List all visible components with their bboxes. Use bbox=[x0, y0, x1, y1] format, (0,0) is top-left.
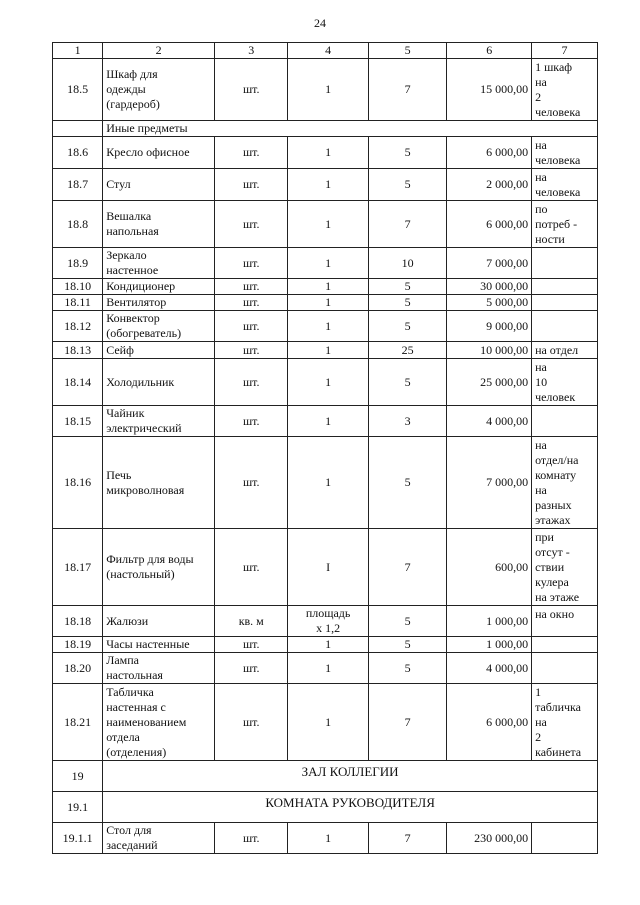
note: на 10 человек bbox=[532, 359, 598, 406]
quantity: площадь х 1,2 bbox=[288, 606, 369, 637]
column-number: 5 bbox=[368, 43, 446, 59]
unit-of-measure: шт. bbox=[215, 201, 288, 248]
column-number: 2 bbox=[103, 43, 215, 59]
item-name: Стол для заседаний bbox=[103, 823, 215, 854]
item-name: Жалюзи bbox=[103, 606, 215, 637]
price: 15 000,00 bbox=[447, 59, 532, 121]
note bbox=[532, 295, 598, 311]
item-name: Печь микроволновая bbox=[103, 437, 215, 529]
service-life-years: 5 bbox=[368, 437, 446, 529]
quantity: 1 bbox=[288, 653, 369, 684]
price: 1 000,00 bbox=[447, 606, 532, 637]
note: на отдел bbox=[532, 342, 598, 359]
item-number: 18.12 bbox=[53, 311, 103, 342]
price: 9 000,00 bbox=[447, 311, 532, 342]
quantity: 1 bbox=[288, 359, 369, 406]
item-name: Табличка настенная с наименованием отдела (отделения) bbox=[103, 684, 215, 761]
item-number: 18.11 bbox=[53, 295, 103, 311]
row-number bbox=[53, 121, 103, 137]
section-number: 19.1 bbox=[53, 792, 103, 823]
price: 6 000,00 bbox=[447, 201, 532, 248]
service-life-years: 5 bbox=[368, 137, 446, 169]
unit-of-measure: шт. bbox=[215, 437, 288, 529]
service-life-years: 25 bbox=[368, 342, 446, 359]
note: 1 табличка на 2 кабинета bbox=[532, 684, 598, 761]
item-name: Чайник электрический bbox=[103, 406, 215, 437]
item-number: 18.8 bbox=[53, 201, 103, 248]
price: 30 000,00 bbox=[447, 279, 532, 295]
unit-of-measure: шт. bbox=[215, 359, 288, 406]
item-number: 18.7 bbox=[53, 169, 103, 201]
item-name: Зеркало настенное bbox=[103, 248, 215, 279]
unit-of-measure: шт. bbox=[215, 295, 288, 311]
table-row bbox=[53, 248, 598, 279]
unit-of-measure: шт. bbox=[215, 653, 288, 684]
column-number: 1 bbox=[53, 43, 103, 59]
table-row bbox=[53, 653, 598, 684]
note: на отдел/на комнату на разных этажах bbox=[532, 437, 598, 529]
subheading-row bbox=[53, 121, 598, 137]
table-row bbox=[53, 137, 598, 169]
unit-of-measure: кв. м bbox=[215, 606, 288, 637]
item-name: Часы настенные bbox=[103, 637, 215, 653]
note: на человека bbox=[532, 137, 598, 169]
price: 10 000,00 bbox=[447, 342, 532, 359]
item-name: Фильтр для воды (настольный) bbox=[103, 529, 215, 606]
table-row bbox=[53, 637, 598, 653]
price: 1 000,00 bbox=[447, 637, 532, 653]
note bbox=[532, 279, 598, 295]
quantity: I bbox=[288, 529, 369, 606]
quantity: 1 bbox=[288, 311, 369, 342]
service-life-years: 5 bbox=[368, 311, 446, 342]
item-name: Лампа настольная bbox=[103, 653, 215, 684]
service-life-years: 5 bbox=[368, 637, 446, 653]
note: при отсут - ствии кулера на этаже bbox=[532, 529, 598, 606]
service-life-years: 7 bbox=[368, 59, 446, 121]
service-life-years: 7 bbox=[368, 201, 446, 248]
section-number: 19 bbox=[53, 761, 103, 792]
item-name: Вентилятор bbox=[103, 295, 215, 311]
quantity: 1 bbox=[288, 406, 369, 437]
unit-of-measure: шт. bbox=[215, 279, 288, 295]
price: 6 000,00 bbox=[447, 137, 532, 169]
table-row bbox=[53, 295, 598, 311]
price: 600,00 bbox=[447, 529, 532, 606]
quantity: 1 bbox=[288, 248, 369, 279]
item-number: 18.14 bbox=[53, 359, 103, 406]
unit-of-measure: шт. bbox=[215, 59, 288, 121]
table-row bbox=[53, 529, 598, 606]
item-name: Кресло офисное bbox=[103, 137, 215, 169]
note bbox=[532, 637, 598, 653]
service-life-years: 7 bbox=[368, 823, 446, 854]
item-name: Шкаф для одежды (гардероб) bbox=[103, 59, 215, 121]
note bbox=[532, 653, 598, 684]
service-life-years: 5 bbox=[368, 606, 446, 637]
service-life-years: 5 bbox=[368, 653, 446, 684]
price: 7 000,00 bbox=[447, 437, 532, 529]
furniture-norms-table bbox=[52, 42, 598, 854]
item-name: Конвектор (обогреватель) bbox=[103, 311, 215, 342]
unit-of-measure: шт. bbox=[215, 169, 288, 201]
column-number: 7 bbox=[532, 43, 598, 59]
column-number: 3 bbox=[215, 43, 288, 59]
price: 230 000,00 bbox=[447, 823, 532, 854]
column-number: 6 bbox=[447, 43, 532, 59]
table-row bbox=[53, 406, 598, 437]
item-number: 18.15 bbox=[53, 406, 103, 437]
price: 7 000,00 bbox=[447, 248, 532, 279]
note: на человека bbox=[532, 169, 598, 201]
service-life-years: 3 bbox=[368, 406, 446, 437]
quantity: 1 bbox=[288, 59, 369, 121]
unit-of-measure: шт. bbox=[215, 406, 288, 437]
item-number: 18.18 bbox=[53, 606, 103, 637]
item-name: Стул bbox=[103, 169, 215, 201]
table-row bbox=[53, 342, 598, 359]
price: 5 000,00 bbox=[447, 295, 532, 311]
table-body bbox=[53, 43, 598, 854]
unit-of-measure: шт. bbox=[215, 684, 288, 761]
table-row bbox=[53, 684, 598, 761]
note bbox=[532, 406, 598, 437]
service-life-years: 5 bbox=[368, 279, 446, 295]
price: 2 000,00 bbox=[447, 169, 532, 201]
table-row bbox=[53, 823, 598, 854]
column-number: 4 bbox=[288, 43, 369, 59]
table-row bbox=[53, 169, 598, 201]
unit-of-measure: шт. bbox=[215, 311, 288, 342]
item-number: 18.13 bbox=[53, 342, 103, 359]
item-name: Кондиционер bbox=[103, 279, 215, 295]
item-number: 18.21 bbox=[53, 684, 103, 761]
unit-of-measure: шт. bbox=[215, 248, 288, 279]
item-number: 18.19 bbox=[53, 637, 103, 653]
price: 4 000,00 bbox=[447, 653, 532, 684]
unit-of-measure: шт. bbox=[215, 823, 288, 854]
note bbox=[532, 311, 598, 342]
item-number: 18.20 bbox=[53, 653, 103, 684]
quantity: 1 bbox=[288, 169, 369, 201]
item-number: 18.6 bbox=[53, 137, 103, 169]
item-number: 18.10 bbox=[53, 279, 103, 295]
item-name: Холодильник bbox=[103, 359, 215, 406]
quantity: 1 bbox=[288, 823, 369, 854]
column-number-row bbox=[53, 43, 598, 59]
note bbox=[532, 823, 598, 854]
service-life-years: 7 bbox=[368, 529, 446, 606]
table-row bbox=[53, 606, 598, 637]
unit-of-measure: шт. bbox=[215, 137, 288, 169]
note: на окно bbox=[532, 606, 598, 637]
unit-of-measure: шт. bbox=[215, 342, 288, 359]
quantity: 1 bbox=[288, 279, 369, 295]
item-name: Сейф bbox=[103, 342, 215, 359]
section-row bbox=[53, 761, 598, 792]
section-title: КОМНАТА РУКОВОДИТЕЛЯ bbox=[103, 792, 598, 823]
page-number: 24 bbox=[314, 16, 326, 30]
section-row bbox=[53, 792, 598, 823]
subheading-label: Иные предметы bbox=[103, 121, 598, 137]
table-row bbox=[53, 59, 598, 121]
service-life-years: 10 bbox=[368, 248, 446, 279]
item-name: Вешалка напольная bbox=[103, 201, 215, 248]
price: 4 000,00 bbox=[447, 406, 532, 437]
quantity: 1 bbox=[288, 437, 369, 529]
quantity: 1 bbox=[288, 295, 369, 311]
section-title: ЗАЛ КОЛЛЕГИИ bbox=[103, 761, 598, 792]
note: 1 шкаф на 2 человека bbox=[532, 59, 598, 121]
table-row bbox=[53, 201, 598, 248]
item-number: 18.9 bbox=[53, 248, 103, 279]
service-life-years: 5 bbox=[368, 359, 446, 406]
table-row bbox=[53, 359, 598, 406]
unit-of-measure: шт. bbox=[215, 637, 288, 653]
unit-of-measure: шт. bbox=[215, 529, 288, 606]
quantity: 1 bbox=[288, 684, 369, 761]
item-number: 18.5 bbox=[53, 59, 103, 121]
note: по потреб - ности bbox=[532, 201, 598, 248]
quantity: 1 bbox=[288, 201, 369, 248]
note bbox=[532, 248, 598, 279]
price: 6 000,00 bbox=[447, 684, 532, 761]
table-row bbox=[53, 279, 598, 295]
item-number: 18.16 bbox=[53, 437, 103, 529]
quantity: 1 bbox=[288, 637, 369, 653]
service-life-years: 5 bbox=[368, 169, 446, 201]
table-row bbox=[53, 437, 598, 529]
table-row bbox=[53, 311, 598, 342]
item-number: 18.17 bbox=[53, 529, 103, 606]
service-life-years: 7 bbox=[368, 684, 446, 761]
item-number: 19.1.1 bbox=[53, 823, 103, 854]
quantity: 1 bbox=[288, 137, 369, 169]
quantity: 1 bbox=[288, 342, 369, 359]
service-life-years: 5 bbox=[368, 295, 446, 311]
price: 25 000,00 bbox=[447, 359, 532, 406]
